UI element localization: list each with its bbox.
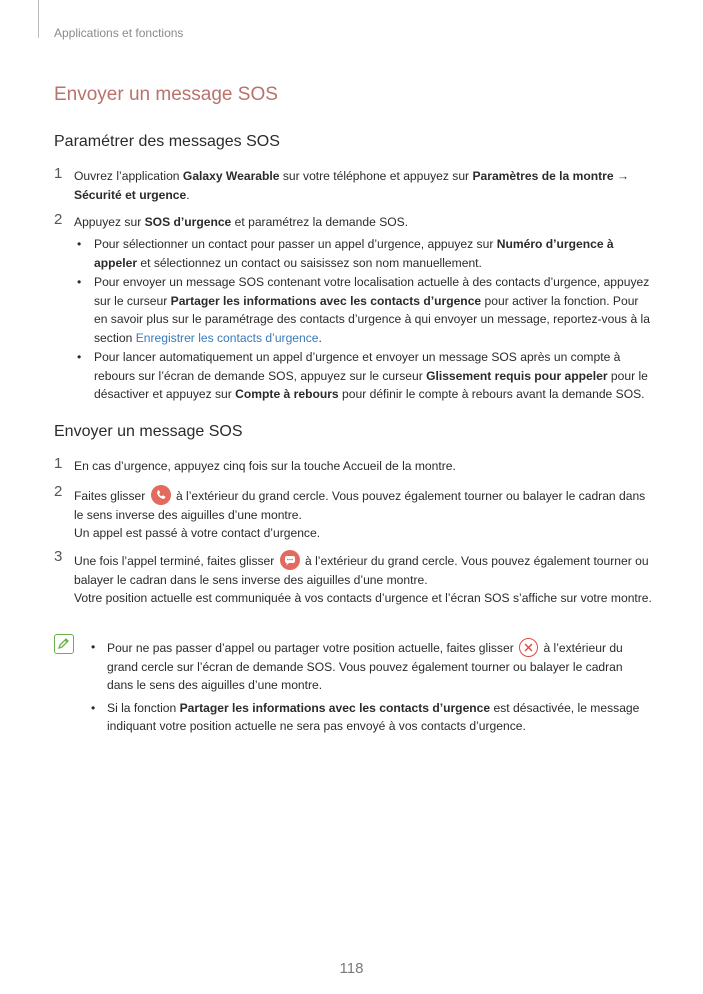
menu-item: Glissement requis pour appeler — [426, 368, 608, 383]
note-box — [88, 638, 648, 740]
bullet: • — [91, 700, 96, 715]
step-number: 1 — [54, 165, 63, 182]
note-icon — [54, 634, 74, 654]
list-item — [74, 235, 654, 272]
header-rule — [38, 0, 39, 38]
page-number: 118 — [339, 960, 364, 977]
text: Si la fonction — [107, 700, 180, 715]
text: sur votre téléphone et appuyez sur — [279, 169, 473, 183]
menu-path: Sécurité et urgence — [74, 187, 187, 202]
text: . — [186, 187, 190, 202]
text: pour le désactiver et appuyez sur — [94, 368, 648, 401]
step-number: 2 — [54, 483, 63, 500]
step-3 — [54, 550, 654, 608]
text: Faites glisser — [74, 489, 149, 503]
step-number: 1 — [54, 455, 63, 472]
text: est désactivée, le message indiquant votre position actuelle ne sera pas envoyé à vos contacts d’urgence. — [107, 700, 640, 733]
text: à l’extérieur du grand cercle sur l’écran de demande SOS. Vous pouvez également tourner ou balayer le cadran dans le sens des aiguilles d’une montre. — [107, 641, 623, 692]
menu-item: Compte à rebours — [235, 387, 339, 401]
cancel-icon — [519, 638, 538, 657]
step-number: 3 — [54, 548, 63, 565]
list-item — [74, 273, 654, 347]
text: Votre position actuelle est communiquée à vos contacts d’urgence et l’écran SOS s’affiche sur votre montre. — [74, 591, 652, 605]
menu-item: SOS d’urgence — [144, 215, 232, 229]
text: Un appel est passé à votre contact d’urgence. — [74, 526, 321, 540]
subheading-send: Envoyer un message SOS — [54, 423, 243, 440]
arrow: → — [613, 169, 630, 183]
menu-item: Partager les informations avec les contacts d’urgence — [170, 293, 482, 308]
section-header: Applications et fonctions — [54, 26, 184, 40]
step-number: 2 — [54, 211, 63, 228]
step-1 — [54, 457, 654, 476]
app-name: Galaxy Wearable — [182, 169, 280, 183]
text: pour activer la fonction. Pour en savoir plus sur le paramétrage des contacts d’urgence à qui envoyer un message, reportez-vous à la section — [94, 293, 650, 345]
text: . — [318, 330, 322, 345]
menu-item: Partager les informations avec les contacts d’urgence — [179, 700, 491, 715]
text: pour définir le compte à rebours avant la demande SOS. — [338, 387, 645, 401]
bullet: • — [77, 350, 82, 364]
bullet: • — [77, 275, 82, 289]
text: Pour envoyer un message SOS contenant votre localisation actuelle à des contacts d’urgence, appuyez sur le curseur — [94, 275, 650, 308]
subheading-configure: Paramétrer des messages SOS — [54, 133, 280, 150]
text: à l’extérieur du grand cercle. Vous pouvez également tourner ou balayer le cadran dans le sens inverse des aiguilles d’une montre. — [74, 554, 649, 587]
text: Appuyez sur — [74, 215, 145, 229]
text: et sélectionnez un contact ou saisissez son nom manuellement. — [137, 255, 482, 270]
phone-icon — [151, 485, 171, 505]
text: et paramétrez la demande SOS. — [231, 215, 409, 229]
step-1 — [54, 167, 654, 204]
page-title: Envoyer un message SOS — [54, 84, 278, 105]
step-2 — [54, 485, 654, 543]
list-item — [88, 699, 648, 736]
text: Pour sélectionner un contact pour passer un appel d’urgence, appuyez sur — [94, 237, 497, 251]
list-item — [88, 638, 648, 695]
text: Ouvrez l’application — [74, 169, 183, 183]
text: En cas d’urgence, appuyez cinq fois sur la touche Accueil de la montre. — [74, 459, 456, 473]
text: à l’extérieur du grand cercle. Vous pouvez également tourner ou balayer le cadran dans le sens inverse des aiguilles d’une montre. — [74, 489, 646, 522]
bullet-list — [74, 235, 654, 405]
message-icon — [280, 550, 300, 570]
text: Pour lancer automatiquement un appel d’urgence et envoyer un message SOS après un compte à rebours sur l’écran de demande SOS, appuyez sur le curseur — [94, 350, 621, 383]
list-item — [74, 348, 654, 404]
section-link[interactable]: Enregistrer les contacts d’urgence — [135, 330, 319, 345]
text: Une fois l’appel terminé, faites glisser — [74, 554, 278, 568]
menu-item: Numéro d’urgence à appeler — [94, 237, 614, 270]
step-2 — [54, 213, 654, 232]
menu-path: Paramètres de la montre — [472, 169, 614, 183]
bullet: • — [91, 640, 96, 654]
text: Pour ne pas passer d’appel ou partager votre position actuelle, faites glisser — [107, 641, 518, 655]
bullet: • — [77, 237, 82, 251]
